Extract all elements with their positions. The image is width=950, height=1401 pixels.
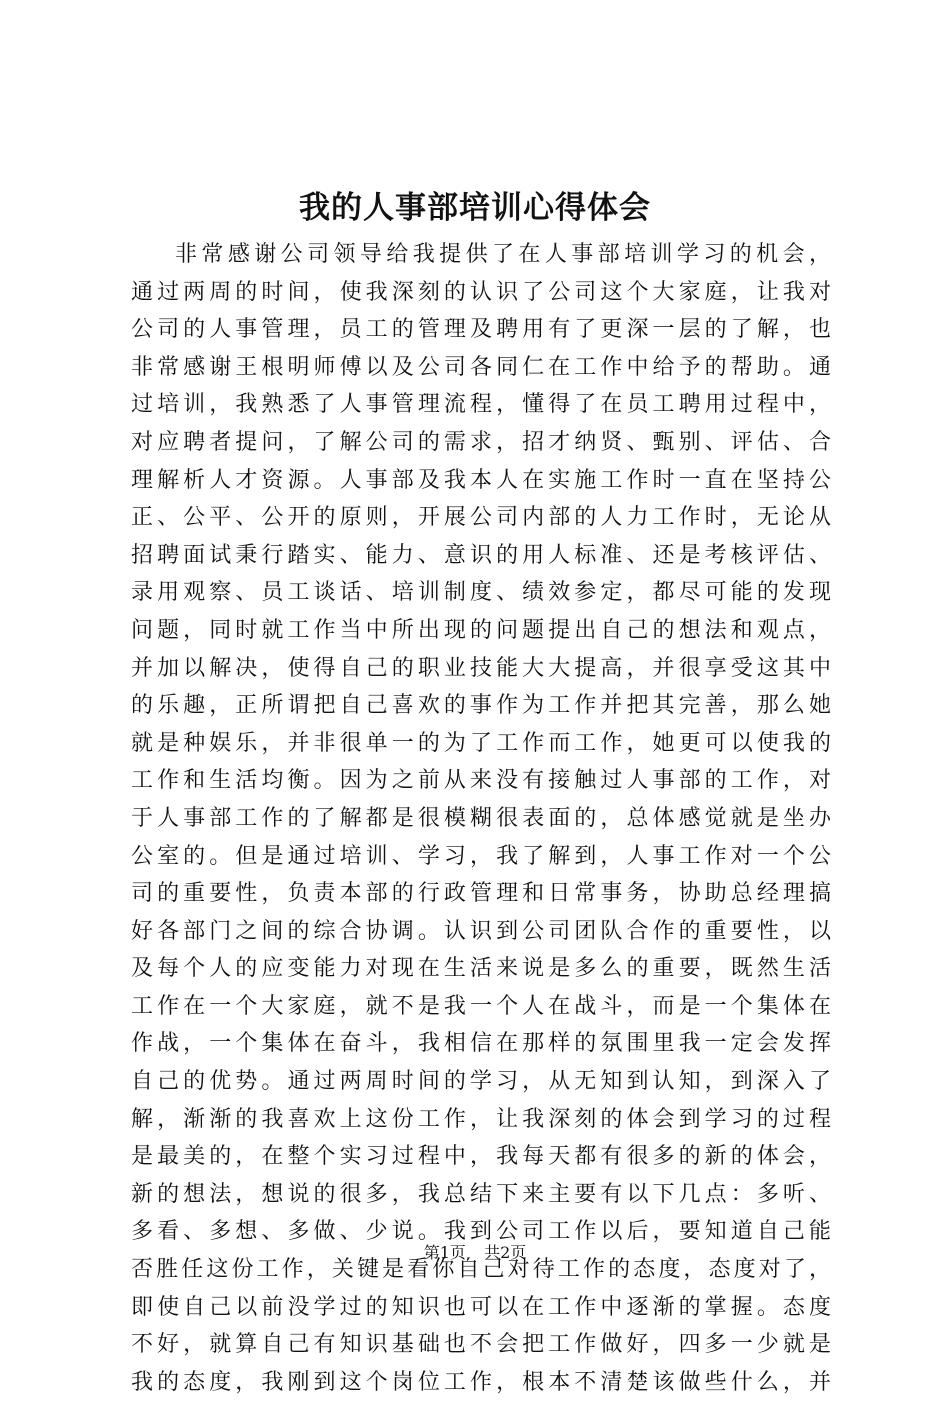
body-line: 否胜任这份工作，关键是看你自己对待工作的态度，态度对了， [131,1257,831,1283]
body-line: 过培训，我熟悉了人事管理流程，懂得了在员工聘用过程中， [131,392,831,418]
body-line: 对应聘者提问，了解公司的需求，招才纳贤、甄别、评估、合 [131,429,831,455]
body-line: 录用观察、员工谈话、培训制度、绩效参定，都尽可能的发现 [131,580,831,606]
body-line: 不好，就算自己有知识基础也不会把工作做好，四多一少就是 [131,1332,831,1358]
body-line: 即使自己以前没学过的知识也可以在工作中逐渐的掌握。态度 [131,1294,831,1320]
page-footer [0,1242,950,1264]
body-line: 及每个人的应变能力对现在生活来说是多么的重要，既然生活 [131,956,831,982]
body-line: 公司的人事管理，员工的管理及聘用有了更深一层的了解，也 [131,317,831,343]
body-line: 是最美的，在整个实习过程中，我每天都有很多的新的体会， [131,1144,831,1170]
body-line: 就是种娱乐，并非很单一的为了工作而工作，她更可以使我的 [131,730,831,756]
body-line: 问题，同时就工作当中所出现的问题提出自己的想法和观点， [131,617,831,643]
document-title: 我的人事部培训心得体会 [299,190,651,226]
body-line: 非常感谢王根明师傅以及公司各同仁在工作中给予的帮助。通 [131,354,831,380]
body-line: 招聘面试秉行踏实、能力、意识的用人标准、还是考核评估、 [131,542,831,568]
body-line: 并加以解决，使得自己的职业技能大大提高，并很享受这其中 [131,655,831,681]
body-line: 解，渐渐的我喜欢上这份工作，让我深刻的体会到学习的过程 [131,1106,831,1132]
body-line: 好各部门之间的综合协调。认识到公司团队合作的重要性，以 [131,918,831,944]
body-line: 理解析人才资源。人事部及我本人在实施工作时一直在坚持公 [131,467,831,493]
document-body [131,236,831,1401]
body-line: 司的重要性，负责本部的行政管理和日常事务，协助总经理搞 [131,881,831,907]
body-line: 作战，一个集体在奋斗，我相信在那样的氛围里我一定会发挥 [131,1031,831,1057]
body-line: 自己的优势。通过两周时间的学习，从无知到认知，到深入了 [131,1069,831,1095]
body-line: 正、公平、公开的原则，开展公司内部的人力工作时，无论从 [131,505,831,531]
page-number-current: 第1页 [423,1243,466,1262]
body-line: 工作在一个大家庭，就不是我一个人在战斗，而是一个集体在 [131,993,831,1019]
body-line: 我的态度，我刚到这个岗位工作，根本不清楚该做些什么，并 [131,1369,831,1395]
body-line: 于人事部工作的了解都是很模糊很表面的，总体感觉就是坐办 [131,805,831,831]
body-line: 非常感谢公司领导给我提供了在人事部培训学习的机会， [175,242,831,267]
body-line: 公室的。但是通过培训、学习，我了解到，人事工作对一个公 [131,843,831,869]
body-line: 工作和生活均衡。因为之前从来没有接触过人事部的工作，对 [131,768,831,794]
page-number-total: 共2页 [484,1243,527,1262]
body-line: 多看、多想、多做、少说。我到公司工作以后，要知道自己能 [131,1219,831,1245]
body-line: 的乐趣，正所谓把自己喜欢的事作为工作并把其完善，那么她 [131,693,831,719]
body-line: 新的想法，想说的很多，我总结下来主要有以下几点：多听、 [131,1181,831,1207]
body-line: 通过两周的时间，使我深刻的认识了公司这个大家庭，让我对 [131,279,831,305]
